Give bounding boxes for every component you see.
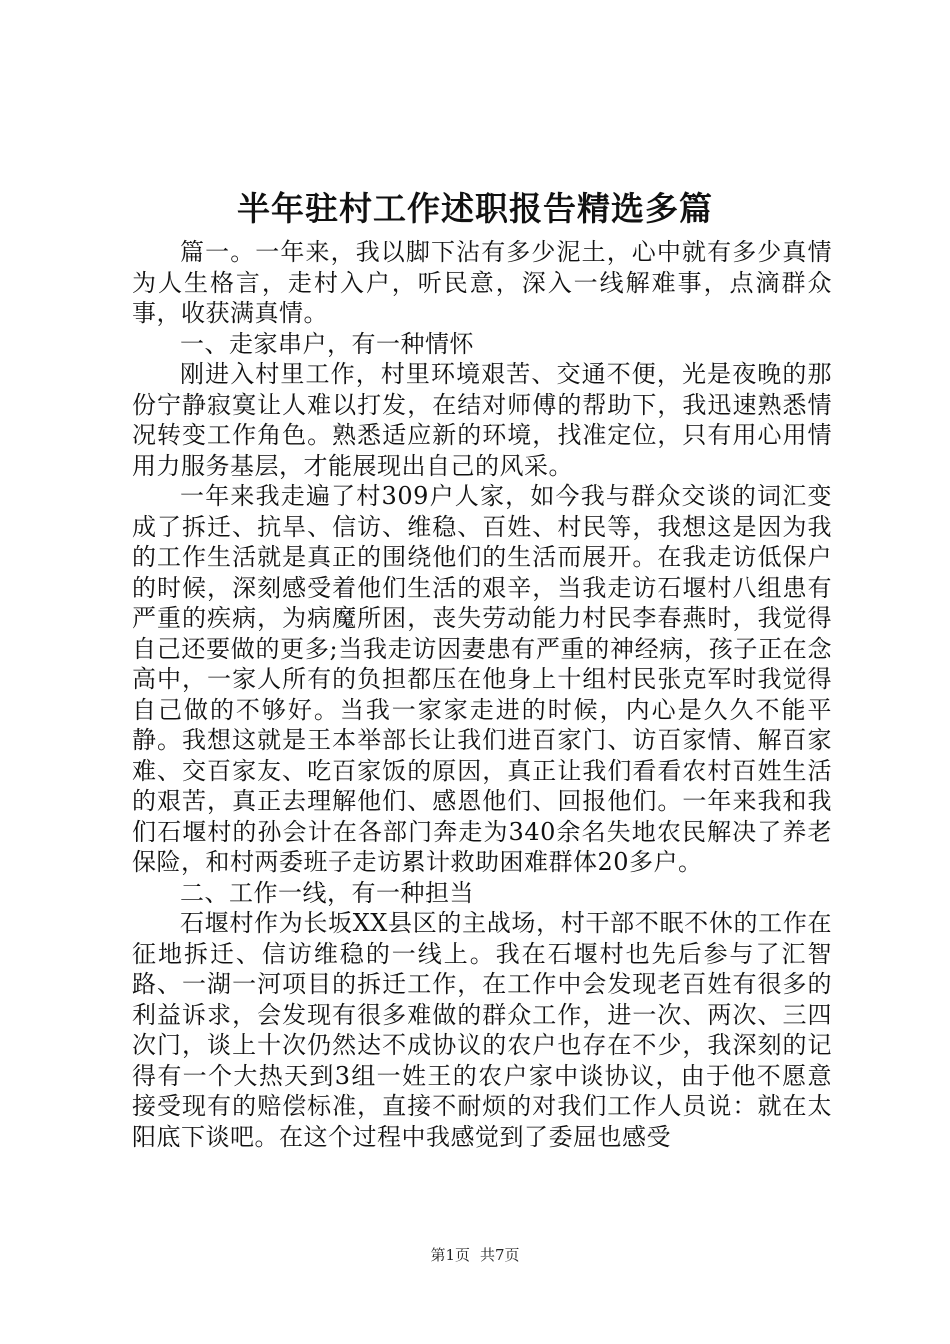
document-body [132,237,832,1152]
paragraph: 刚进入村里工作，村里环境艰苦、交通不便，光是夜晚的那份宁静寂寞让人难以打发，在结对师傅的帮助下，我迅速熟悉情况转变工作角色。熟悉适应新的环境，找准定位，只有用心用情用力服务基层，才能展现出自己的风采。 [132,360,832,480]
document-title: 半年驻村工作述职报告精选多篇 [237,189,713,228]
page-footer [0,1244,950,1266]
paragraph: 一年来我走遍了村309户人家，如今我与群众交谈的词汇变成了拆迁、抗旱、信访、维稳、百姓、村民等，我想这是因为我的工作生活就是真正的围绕他们的生活而展开。在我走访低保户的时候，深刻感受着他们生活的艰辛，当我走访石堰村八组患有严重的疾病，为病魔所困，丧失劳动能力村民李春燕时，我觉得自己还要做的更多;当我走访因妻患有严重的神经病，孩子正在念高中，一家人所有的负担都压在他身上十组村民张克军时我觉得自己做的不够好。当我一家家走进的时候，内心是久久不能平静。我想这就是王本举部长让我们进百家门、访百家情、解百家难、交百家友、吃百家饭的原因，真正让我们看看农村百姓生活的艰苦，真正去理解他们、感恩他们、回报他们。一年来我和我们石堰村的孙会计在各部门奔走为340余名失地农民解决了养老保险，和村两委班子走访累计救助困难群体20多户。 [132,482,832,876]
page-number-total: 共7页 [480,1246,520,1264]
paragraph: 石堰村作为长坂XX县区的主战场，村干部不眠不休的工作在征地拆迁、信访维稳的一线上。我在石堰村也先后参与了汇智路、一湖一河项目的拆迁工作，在工作中会发现老百姓有很多的利益诉求，会发现有很多难做的群众工作，进一次、两次、三四次门，谈上十次仍然达不成协议的农户也存在不少，我深刻的记得有一个大热天到3组一姓王的农户家中谈协议，由于他不愿意接受现有的赔偿标准，直接不耐烦的对我们工作人员说：就在太阳底下谈吧。在这个过程中我感觉到了委屈也感受 [132,909,832,1151]
section-heading-1: 一、走家串户，有一种情怀 [180,329,474,358]
paragraph-intro: 篇一。一年来，我以脚下沾有多少泥土，心中就有多少真情为人生格言，走村入户，听民意，深入一线解难事，点滴群众事，收获满真情。 [132,238,832,327]
page-number-current: 第1页 [430,1246,470,1264]
section-heading-2: 二、工作一线，有一种担当 [180,878,474,907]
